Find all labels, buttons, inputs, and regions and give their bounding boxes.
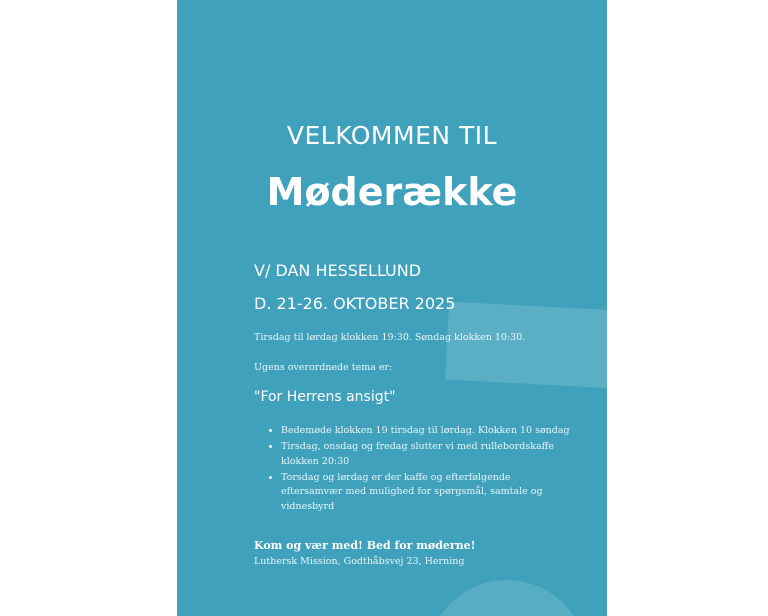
cross-decoration-horizontal: [445, 302, 607, 389]
theme-text: "For Herrens ansigt": [254, 389, 396, 405]
list-item: • Bedemøde klokken 19 tirsdag til lørdag. Klokken 10 søndag: [281, 424, 571, 439]
theme-intro-text: Ugens overordnede tema er:: [254, 362, 393, 373]
welcome-heading: VELKOMMEN TIL: [286, 121, 498, 150]
list-item: • Tirsdag, onsdag og fredag slutter vi med rullebordskaffe klokken 20:30: [281, 440, 571, 469]
circle-decoration: [427, 580, 587, 616]
flyer-page: [177, 0, 607, 616]
speaker-line: V/ DAN HESSELLUND: [254, 261, 422, 280]
invite-text: Kom og vær med! Bed for møderne!: [254, 539, 476, 552]
list-item: • Torsdag og lørdag er der kaffe og efterfølgende eftersamvær med mulighed for spørgsmål, samtale og vidnesbyrd: [281, 471, 571, 515]
date-line: D. 21-26. OKTOBER 2025: [254, 294, 456, 313]
schedule-text: Tirsdag til lørdag klokken 19:30. Søndag klokken 10:30.: [254, 332, 526, 343]
activity-list: [261, 424, 571, 516]
page-title: Møderække: [266, 170, 518, 214]
address-text: Luthersk Mission, Godthåbsvej 23, Herning: [254, 556, 465, 567]
